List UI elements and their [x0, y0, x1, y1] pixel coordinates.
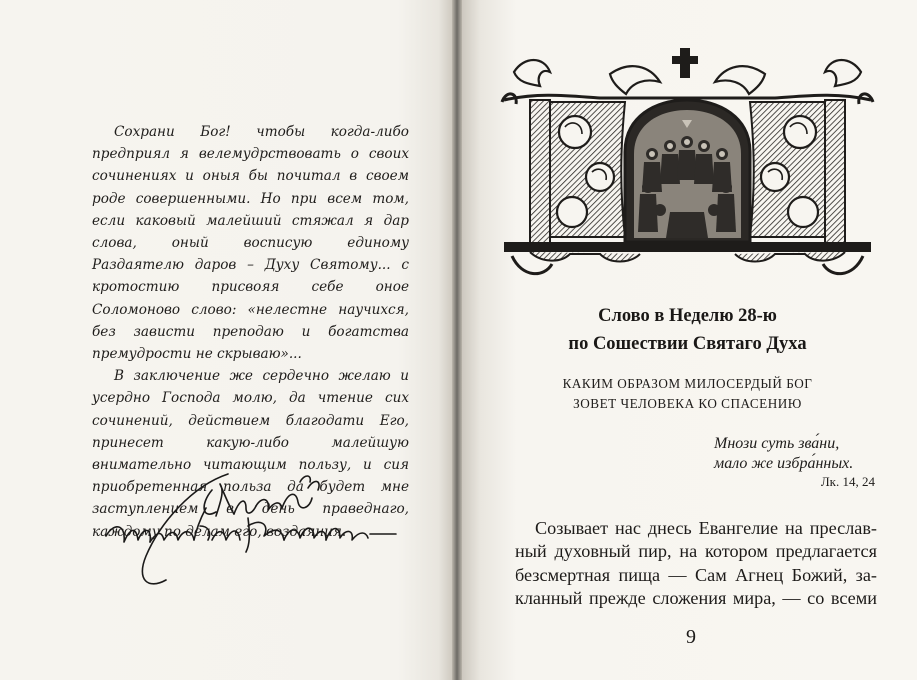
left-page [0, 0, 452, 680]
preface-paragraph-1: Сохрани Бог! чтобы когда-либо предприял я велемудрствовать о своих сочинениях и оныя бы почитал в своем роде совершенными. Но при всем том, если каковый малейший стяжал я дар слова, оный восписую единому Раздаятелю даров – Духу Святому... с кротостию присвояя себе оное Соломоново слово: «нелестне научихся, без зависти преподаю и богатства премудрости не скрываю»... [92, 124, 409, 363]
epigraph-line-1: Мнози суть зва́ни, [714, 435, 840, 452]
sermon-title-line-2: по Сошествии Святаго Духа [568, 334, 807, 354]
signature-icon [100, 468, 400, 598]
page-number: 9 [686, 626, 696, 648]
epigraph-line-2: мало же избра́нных. [714, 455, 854, 472]
epigraph-reference: Лк. 14, 24 [820, 474, 875, 489]
ornamental-headpiece-icon [500, 42, 875, 282]
preface-paragraph-2: В заключение же сердечно желаю и усердно Господа молю, да чтение сих сочинений, действием благодати Его, принесет какую-либо малейшую внимательно читающим пользу, и сия приобретенная польза да будет мне заступлением в день праведнаго, каждому по делам его, воздаяния. [92, 368, 409, 540]
body-line: кланный прежде сложения мира, — со всеми [515, 587, 877, 608]
body-line: Созывает нас днесь Евангелие на преслав- [535, 518, 877, 538]
body-line: безсмертная пища — Сам Агнец Божий, за- [515, 564, 877, 585]
body-line: ный духовный пир, на котором предлагается [515, 541, 877, 562]
sermon-title-line-1: Слово в Неделю 28-ю [598, 306, 777, 326]
epigraph [714, 434, 853, 474]
sermon-body-text [515, 517, 877, 610]
sermon-subtitle-line-1: КАКИМ ОБРАЗОМ МИЛОСЕРДЫЙ БОГ [562, 376, 813, 391]
book-gutter [452, 0, 462, 680]
sermon-subtitle-line-2: ЗОВЕТ ЧЕЛОВЕКА КО СПАСЕНИЮ [573, 396, 802, 411]
